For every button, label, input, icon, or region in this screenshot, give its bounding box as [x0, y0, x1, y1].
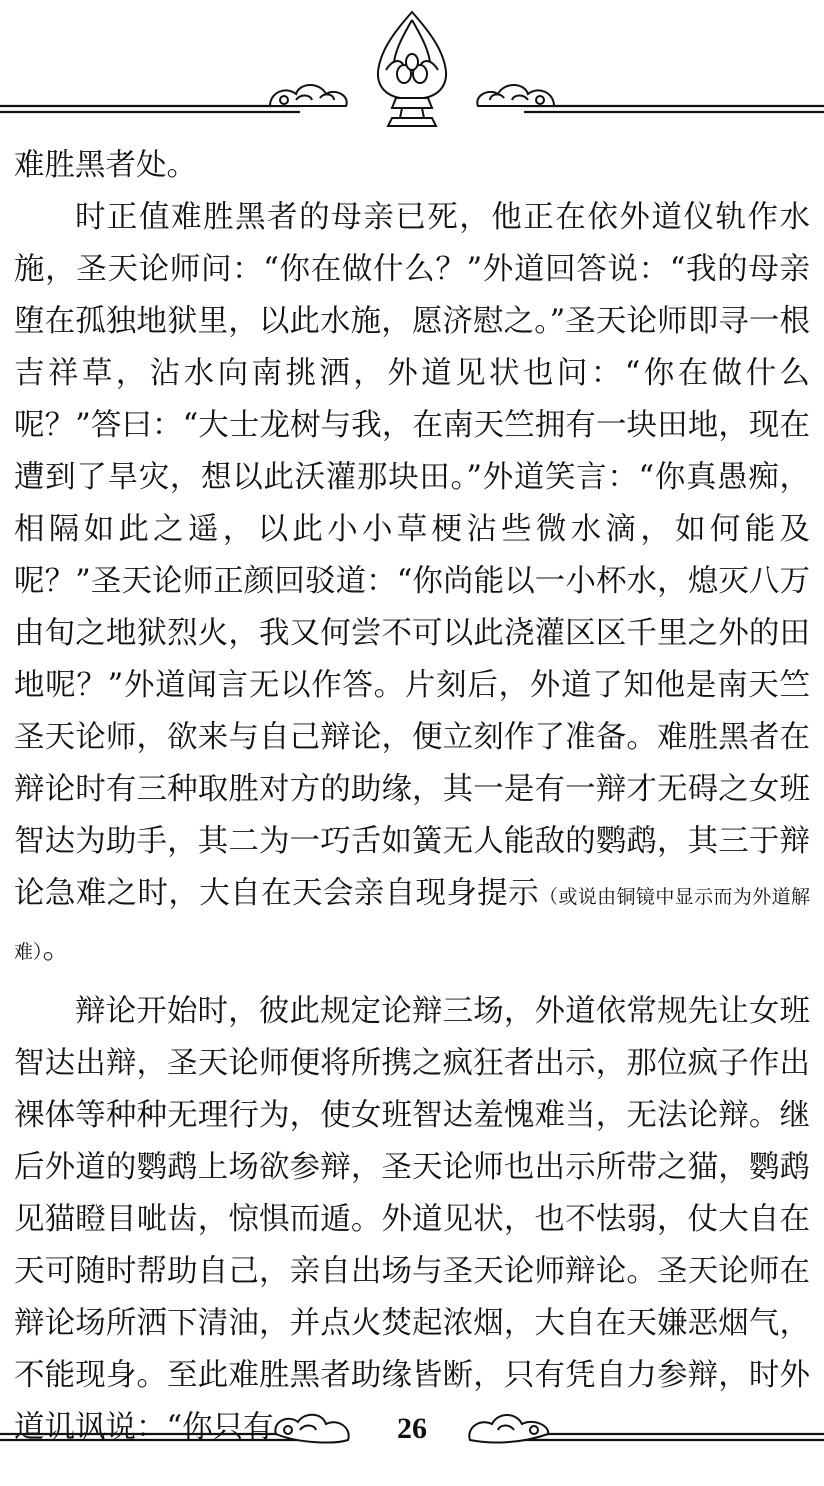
- text-body: [14, 140, 810, 1454]
- flaming-jewel-icon: [378, 12, 446, 126]
- header-ornament: [0, 0, 824, 140]
- paragraph-2-text: 时正值难胜黑者的母亲已死，他正在依外道仪轨作水施，圣天论师问：“你在做什么？”外道回答说：“我的母亲堕在孤独地狱里，以此水施，愿济慰之。”圣天论师即寻一根吉祥草，沾水向南挑洒，外道见状也问：“你在做什么呢？”答曰：“大士龙树与我，在南天竺拥有一块田地，现在遭到了旱灾，想以此沃灌那块田。”外道笑言：“你真愚痴，相隔如此之遥，以此小小草梗沾些微水滴，如何能及呢？”圣天论师正颜回驳道：“你尚能以一小杯水，熄灭八万由旬之地狱烈火，我又何尝不可以此浇灌区区千里之外的田地呢？”外道闻言无以作答。片刻后，外道了知他是南天竺圣天论师，欲来与自己辩论，便立刻作了准备。难胜黑者在辩论时有三种取胜对方的助缘，其一是有一辩才无碍之女班智达为助手，其二为一巧舌如簧无人能敌的鹦鹉，其三于辩论急难之时，大自在天会亲自现身提示: [14, 200, 810, 911]
- right-rule-lines: [524, 106, 824, 112]
- right-cloud-icon: [477, 85, 554, 106]
- page-number: 26: [397, 1412, 427, 1445]
- annotation-note: （或说由铜镜中显示而为外道解难）: [14, 886, 810, 963]
- left-cloud-icon: [270, 85, 347, 106]
- paragraph-3: 辩论开始时，彼此规定论辩三场，外道依常规先让女班智达出辩，圣天论师便将所携之疯狂者出示，那位疯子作出裸体等种种无理行为，使女班智达羞愧难当，无法论辩。继后外道的鹦鹉上场欲参辩，圣天论师也出示所带之猫，鹦鹉见猫瞪目呲齿，惊惧而遁。外道见状，也不怯弱，仗大自在天可随时帮助自己，亲自出场与圣天论师辩论。圣天论师在辩论场所洒下清油，并点火焚起浓烟，大自在天嫌恶烟气，不能现身。至此难胜黑者助缘皆断，只有凭自力参辩，时外道讥讽说：“你只有: [14, 994, 810, 1445]
- paragraph-2: [14, 192, 810, 978]
- paragraph-1: 难胜黑者处。: [14, 148, 197, 183]
- left-rule-lines: [0, 106, 300, 112]
- paragraph-2-end: 。: [42, 931, 74, 966]
